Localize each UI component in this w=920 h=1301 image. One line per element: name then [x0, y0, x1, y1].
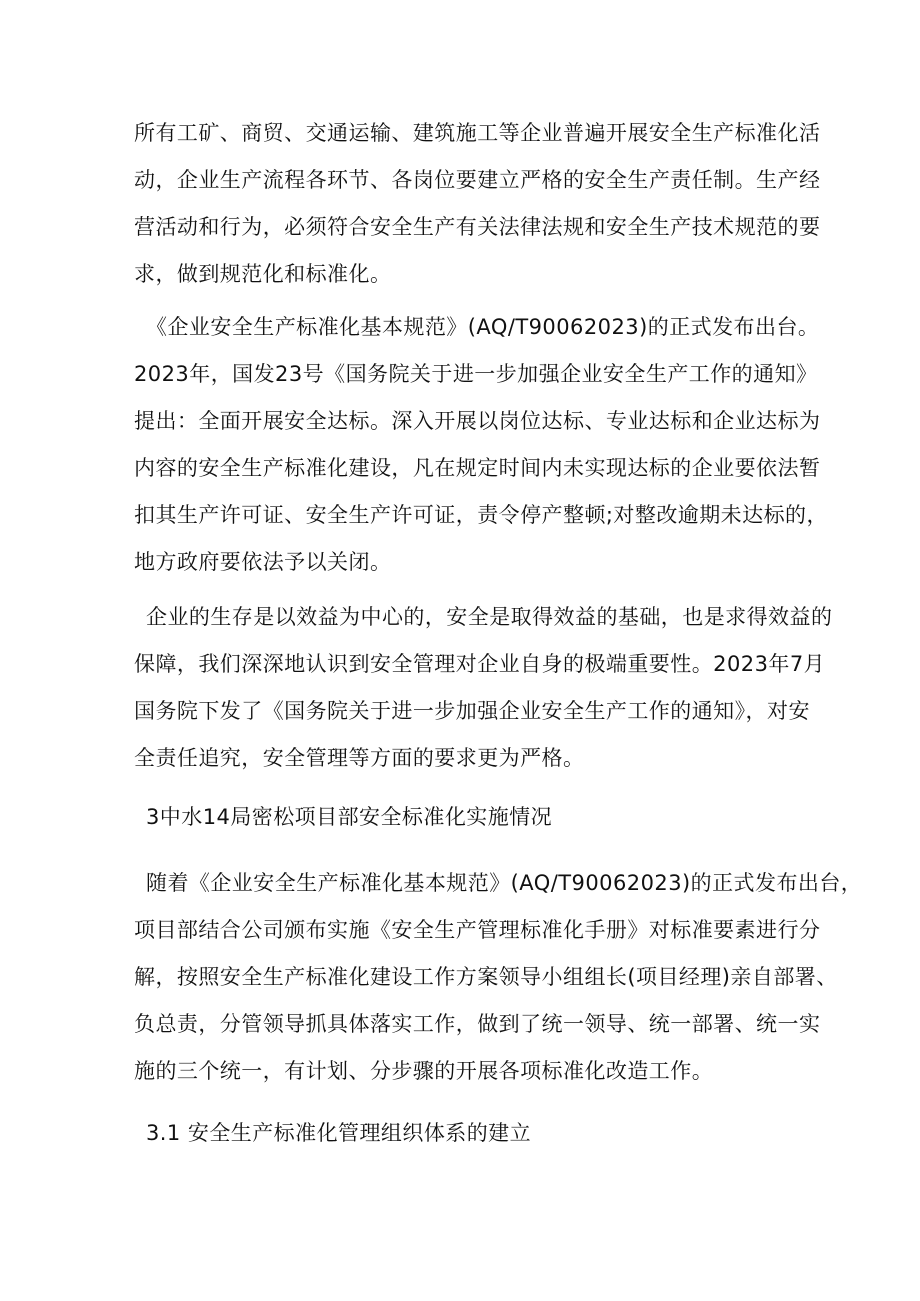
text-line: 施的三个统一，有计划、分步骤的开展各项标准化改造工作。 — [134, 1059, 714, 1083]
text-line: 解，按照安全生产标准化建设工作方案领导小组组长(项目经理)亲自部署、 — [134, 965, 838, 989]
section-heading-text: 3中水14局密松项目部安全标准化实施情况 — [146, 805, 553, 829]
text-line: 国务院下发了《国务院关于进一步加强企业安全生产工作的通知》，对安 — [134, 699, 810, 723]
text-line: 动，企业生产流程各环节、各岗位要建立严格的安全生产责任制。生产经 — [134, 168, 821, 192]
text-line: 企业的生存是以效益为中心的，安全是取得效益的基础，也是求得效益的 — [146, 605, 833, 629]
paragraph-standard-release-cont — [134, 351, 828, 586]
text-line: 所有工矿、商贸、交通运输、建筑施工等企业普遍开展安全生产标准化活 — [134, 121, 821, 145]
text-line: 保障，我们深深地认识到安全管理对企业自身的极端重要性。2023年7月 — [134, 652, 826, 676]
text-line: 全责任追究，安全管理等方面的要求更为严格。 — [134, 746, 585, 770]
text-line: 项目部结合公司颁布实施《安全生产管理标准化手册》对标准要素进行分 — [134, 918, 821, 942]
text-line: 2023年，国发23号《国务院关于进一步加强企业安全生产工作的通知》 — [134, 362, 818, 386]
text-line: 提出：全面开展安全达标。深入开展以岗位达标、专业达标和企业达标为 — [134, 409, 821, 433]
paragraph-project-implementation — [146, 860, 863, 907]
section-heading-3-1 — [146, 1110, 810, 1157]
text-line: 随着《企业安全生产标准化基本规范》(AQ/T90062023)的正式发布出台， — [146, 871, 863, 895]
section-heading-3 — [146, 794, 810, 841]
section-heading-text: 3.1 安全生产标准化管理组织体系的建立 — [146, 1121, 532, 1145]
paragraph-standardization-scope — [134, 110, 821, 298]
text-line: 负总责，分管领导抓具体落实工作，做到了统一领导、统一部署、统一实 — [134, 1012, 821, 1036]
paragraph-standard-release — [146, 304, 820, 351]
text-line: 求，做到规范化和标准化。 — [134, 262, 392, 286]
text-line: 内容的安全生产标准化建设，凡在规定时间内未实现达标的企业要依法暂 — [134, 456, 821, 480]
paragraph-project-implementation-cont — [134, 907, 838, 1095]
text-line: 营活动和行为，必须符合安全生产有关法律法规和安全生产技术规范的要 — [134, 215, 821, 239]
paragraph-enterprise-survival — [146, 594, 833, 641]
text-line: 《企业安全生产标准化基本规范》(AQ/T90062023)的正式发布出台。 — [146, 315, 820, 339]
text-line: 地方政府要依法予以关闭。 — [134, 550, 392, 574]
text-line: 扣其生产许可证、安全生产许可证，责令停产整顿;对整改逾期未达标的， — [134, 503, 828, 527]
paragraph-enterprise-survival-cont — [134, 641, 826, 782]
